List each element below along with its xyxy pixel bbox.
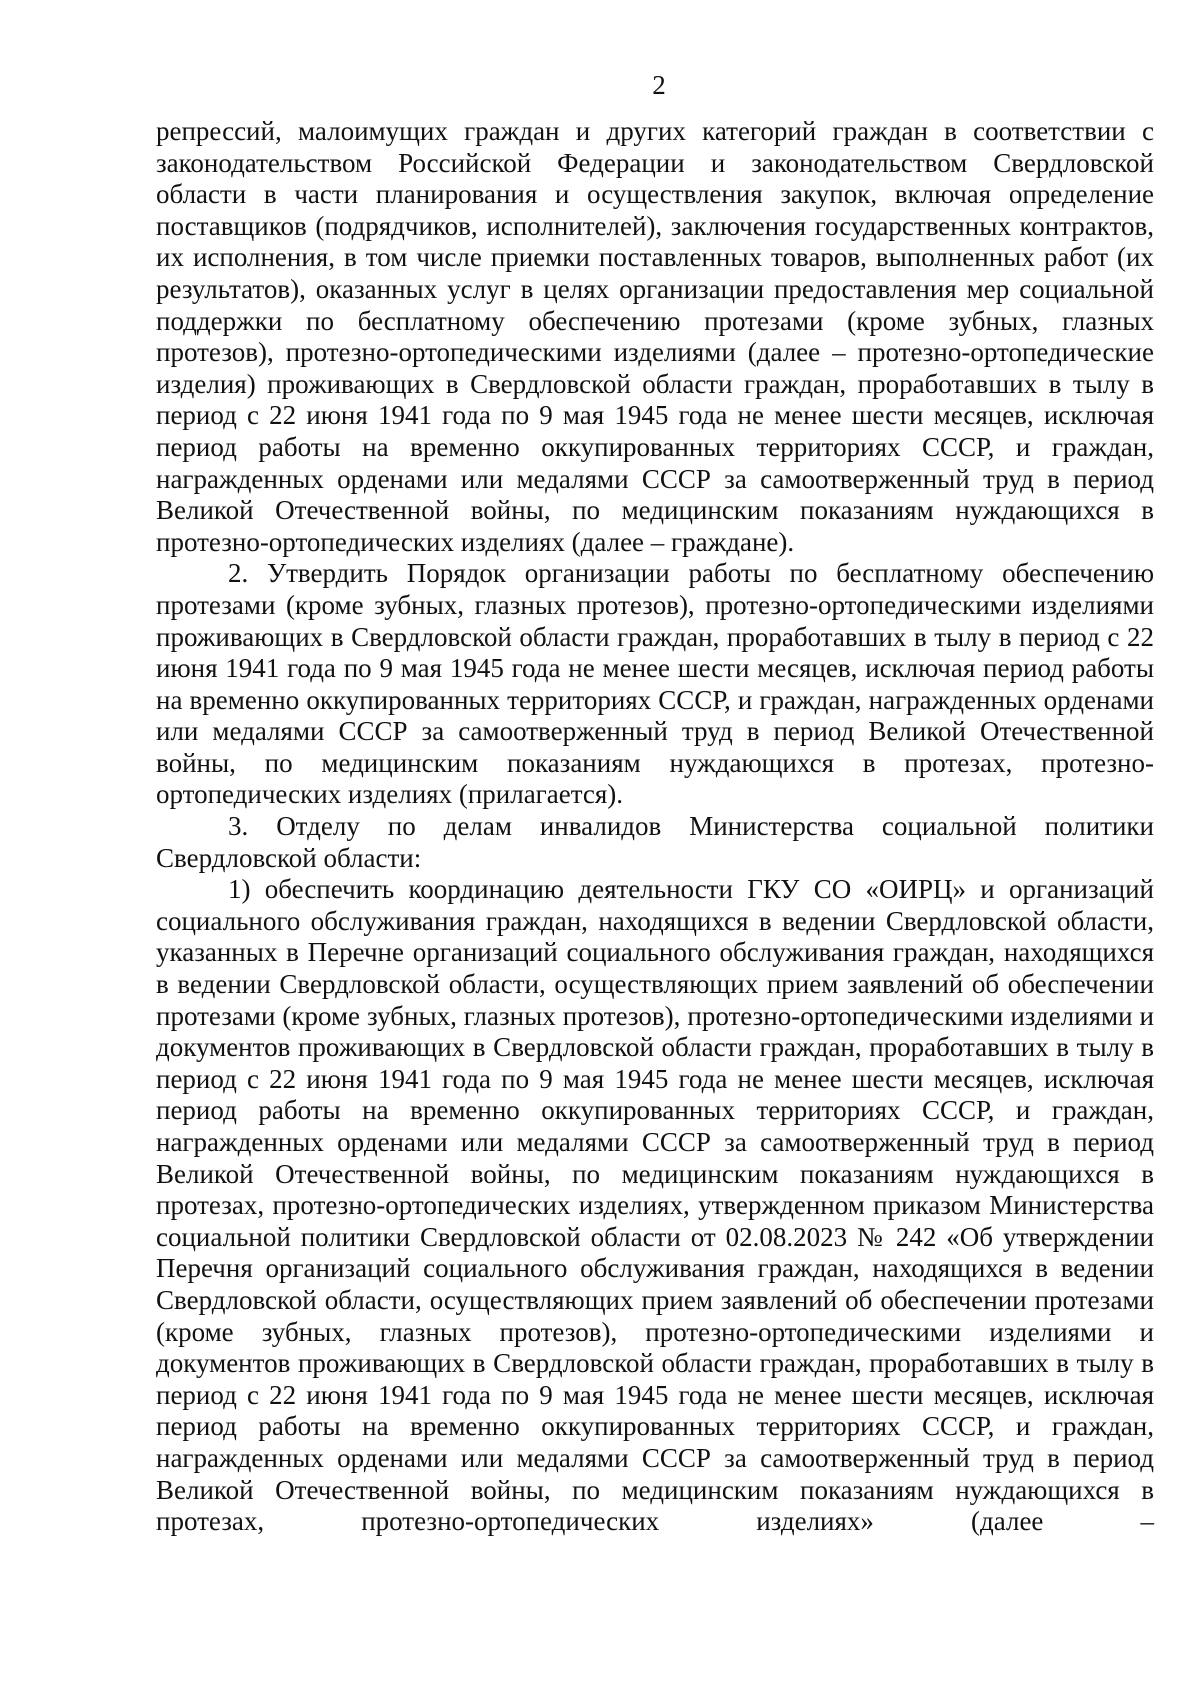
paragraph-item-2: 2. Утвердить Порядок организации работы по бесплатному обеспечению протезами (кроме зубных, глазных протезов), протезно-ортопедическими изделиями проживающих в Свердловской области граждан, проработавших в тылу в период с 22 июня 1941 года по 9 мая 1945 года не менее шести месяцев, исключая период работы на временно оккупированных территориях СССР, и граждан, награжденных орденами или медалями СССР за самоотверженный труд в период Великой Отечественной войны, по медицинским показаниям нуждающихся в протезах, протезно-ортопедических изделиях (прилагается). (156, 558, 1154, 810)
paragraph-subitem-1: 1) обеспечить координацию деятельности ГКУ СО «ОИРЦ» и организаций социального обслуживания граждан, находящихся в ведении Свердловской области, указанных в Перечне организаций социального обслуживания граждан, находящихся в ведении Свердловской области, осуществляющих прием заявлений об обеспечении протезами (кроме зубных, глазных протезов), протезно-ортопедическими изделиями и документов проживающих в Свердловской области граждан, проработавших в тылу в период с 22 июня 1941 года по 9 мая 1945 года не менее шести месяцев, исключая период работы на временно оккупированных территориях СССР, и граждан, награжденных орденами или медалями СССР за самоотверженный труд в период Великой Отечественной войны, по медицинским показаниям нуждающихся в протезах, протезно-ортопедических изделиях, утвержденном приказом Министерства социальной политики Свердловской области от 02.08.2023 № 242 «Об утверждении Перечня организаций социального обслуживания граждан, находящихся в ведении Свердловской области, осуществляющих прием заявлений об обеспечении протезами (кроме зубных, глазных протезов), протезно-ортопедическими изделиями и документов проживающих в Свердловской области граждан, проработавших в тылу в период с 22 июня 1941 года по 9 мая 1945 года не менее шести месяцев, исключая период работы на временно оккупированных территориях СССР, и граждан, награжденных орденами или медалями СССР за самоотверженный труд в период Великой Отечественной войны, по медицинским показаниям нуждающихся в протезах, протезно-ортопедических изделиях» (далее – (156, 874, 1154, 1537)
page-number: 2 (652, 70, 666, 100)
document-body (156, 116, 1154, 1538)
paragraph-continuation: репрессий, малоимущих граждан и других категорий граждан в соответствии с законодательством Российской Федерации и законодательством Свердловской области в части планирования и осуществления закупок, включая определение поставщиков (подрядчиков, исполнителей), заключения государственных контрактов, их исполнения, в том числе приемки поставленных товаров, выполненных работ (их результатов), оказанных услуг в целях организации предоставления мер социальной поддержки по бесплатному обеспечению протезами (кроме зубных, глазных протезов), протезно-ортопедическими изделиями (далее – протезно-ортопедические изделия) проживающих в Свердловской области граждан, проработавших в тылу в период с 22 июня 1941 года по 9 мая 1945 года не менее шести месяцев, исключая период работы на временно оккупированных территориях СССР, и граждан, награжденных орденами или медалями СССР за самоотверженный труд в период Великой Отечественной войны, по медицинским показаниям нуждающихся в протезно-ортопедических изделиях (далее – граждане). (156, 116, 1154, 557)
paragraph-item-3: 3. Отделу по делам инвалидов Министерства социальной политики Свердловской области: (156, 811, 1154, 873)
